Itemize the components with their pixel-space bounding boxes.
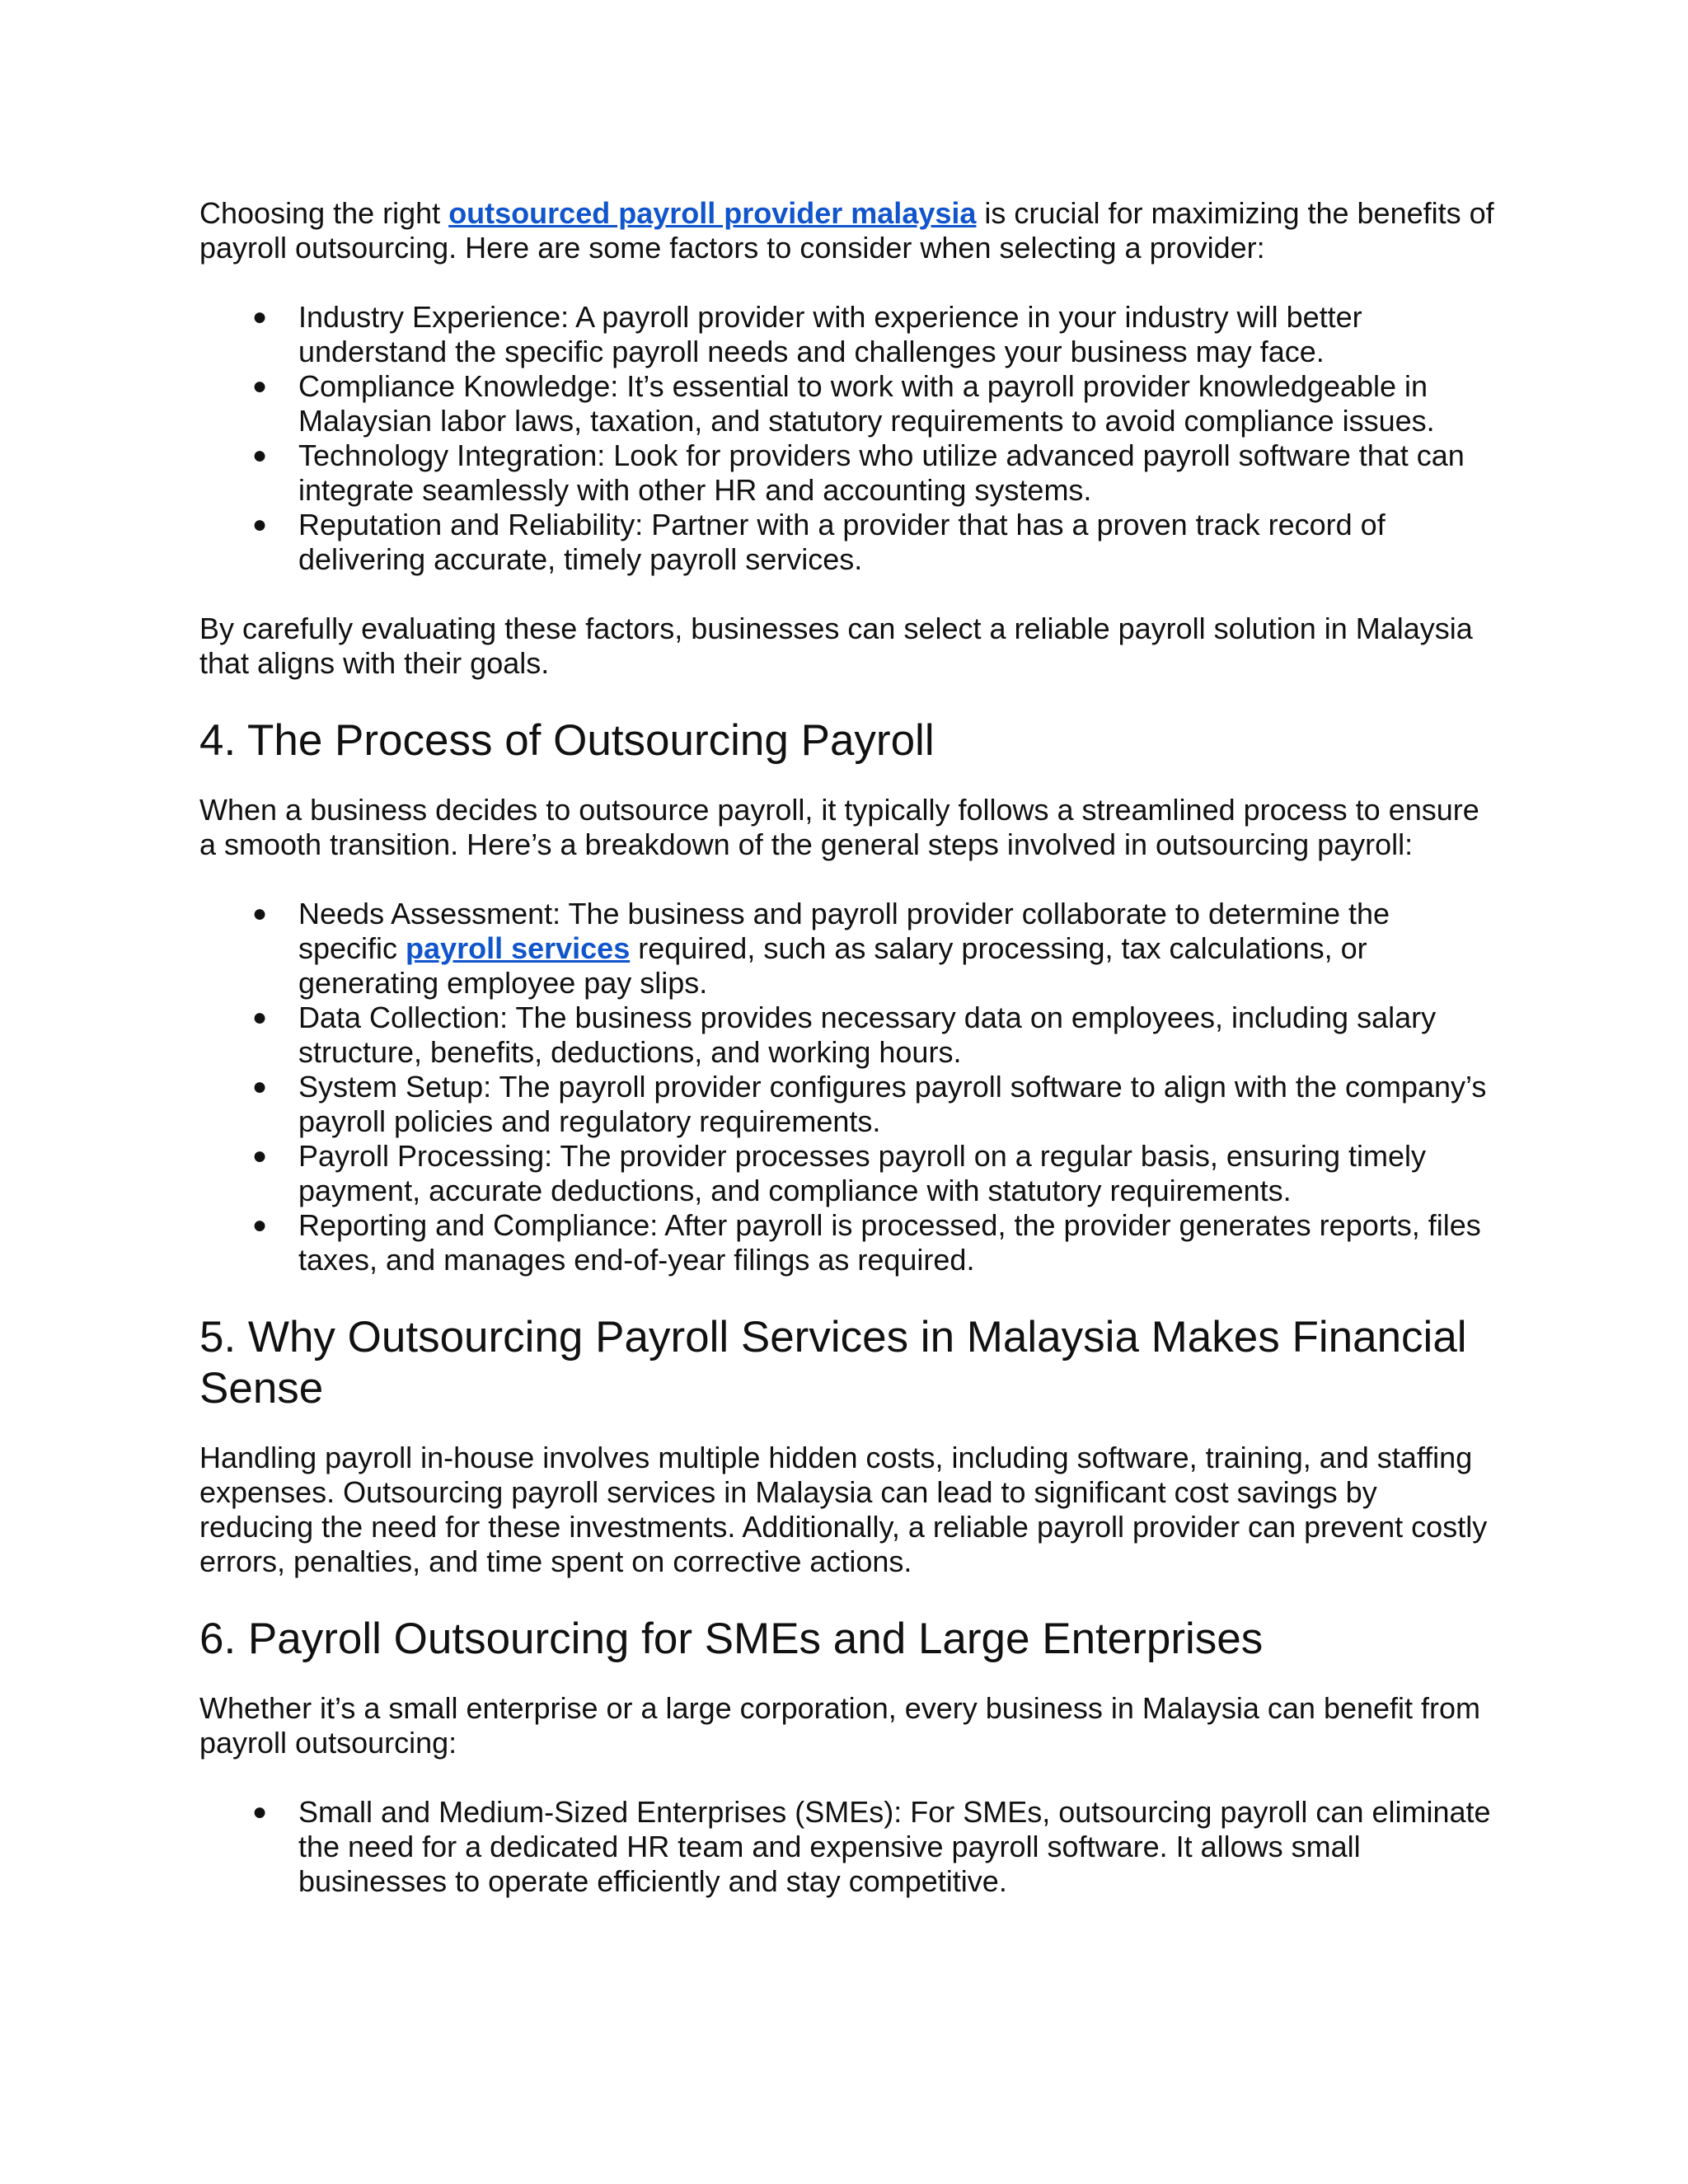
intro-text-before: Choosing the right bbox=[199, 196, 449, 230]
document-page bbox=[199, 196, 1495, 1899]
intro-text-after: is crucial for maximizing the benefits of payroll outsourcing. Here are some factors to consider when selecting a provider: bbox=[199, 196, 1494, 265]
bullet-icon: ● bbox=[252, 1004, 268, 1031]
intro-paragraph bbox=[199, 196, 1495, 265]
list-item: ● Needs Assessment: The business and payroll provider collaborate to determine the specific payroll services required, such as salary processing, tax calculations, or generating employee pay slips. bbox=[252, 897, 1390, 1000]
section-4-intro: When a business decides to outsource payroll, it typically follows a streamlined process to ensure a smooth transition. Here’s a breakdown of the general steps involved in outsourcing payroll: bbox=[199, 793, 1479, 861]
bullet-icon: ● bbox=[252, 900, 268, 927]
bullet-icon: ● bbox=[252, 373, 268, 400]
business-size-list bbox=[199, 1795, 1495, 1899]
bullet-icon: ● bbox=[252, 1212, 268, 1239]
list-item: ● System Setup: The payroll provider configures payroll software to align with the company’s payroll policies and regulatory requirements. bbox=[252, 1070, 1487, 1138]
list-item: ● Industry Experience: A payroll provider with experience in your industry will better understand the specific payroll needs and challenges your business may face. bbox=[252, 300, 1362, 368]
section-5-body: Handling payroll in-house involves multiple hidden costs, including software, training, and staffing expenses. Outsourcing payroll services in Malaysia can lead to significant cost savings by reducing the need for these investments. Additionally, a reliable payroll provider can prevent costly errors, penalties, and time spent on corrective actions. bbox=[199, 1441, 1488, 1578]
bullet-icon: ● bbox=[252, 1798, 268, 1825]
section-4-heading: 4. The Process of Outsourcing Payroll bbox=[199, 716, 935, 765]
provider-factors-list bbox=[199, 300, 1495, 577]
list-item: ● Data Collection: The business provides necessary data on employees, including salary structure, benefits, deductions, and working hours. bbox=[252, 1001, 1437, 1069]
bullet-icon: ● bbox=[252, 1073, 268, 1100]
bullet-icon: ● bbox=[252, 1142, 268, 1169]
list-item: ● Reputation and Reliability: Partner with a provider that has a proven track record of delivering accurate, timely payroll services. bbox=[252, 508, 1386, 576]
bullet-icon: ● bbox=[252, 303, 268, 330]
section-6-intro: Whether it’s a small enterprise or a large corporation, every business in Malaysia can benefit from payroll outsourcing: bbox=[199, 1691, 1481, 1760]
list-item: ● Compliance Knowledge: It’s essential to work with a payroll provider knowledgeable in Malaysian labor laws, taxation, and statutory requirements to avoid compliance issues. bbox=[252, 369, 1435, 438]
outsourcing-steps-list bbox=[199, 897, 1495, 1277]
list-item: ● Reporting and Compliance: After payroll is processed, the provider generates reports, files taxes, and manages end-of-year filings as required. bbox=[252, 1208, 1481, 1277]
bullet-icon: ● bbox=[252, 511, 268, 538]
section-5-heading: 5. Why Outsourcing Payroll Services in Malaysia Makes Financial Sense bbox=[199, 1313, 1467, 1413]
list-item: ● Small and Medium-Sized Enterprises (SMEs): For SMEs, outsourcing payroll can eliminate the need for a dedicated HR team and expensive payroll software. It allows small businesses to operate efficiently and stay competitive. bbox=[252, 1795, 1491, 1898]
factors-summary-paragraph: By carefully evaluating these factors, businesses can select a reliable payroll solution in Malaysia that aligns with their goals. bbox=[199, 612, 1473, 680]
section-6-heading: 6. Payroll Outsourcing for SMEs and Large Enterprises bbox=[199, 1615, 1264, 1663]
list-item: ● Technology Integration: Look for providers who utilize advanced payroll software that can integrate seamlessly with other HR and accounting systems. bbox=[252, 438, 1465, 507]
bullet-icon: ● bbox=[252, 442, 268, 469]
outsourced-payroll-provider-link[interactable]: outsourced payroll provider malaysia bbox=[448, 196, 977, 230]
payroll-services-link[interactable]: payroll services bbox=[406, 931, 631, 965]
list-item: ● Payroll Processing: The provider processes payroll on a regular basis, ensuring timely payment, accurate deductions, and compliance with statutory requirements. bbox=[252, 1139, 1426, 1207]
